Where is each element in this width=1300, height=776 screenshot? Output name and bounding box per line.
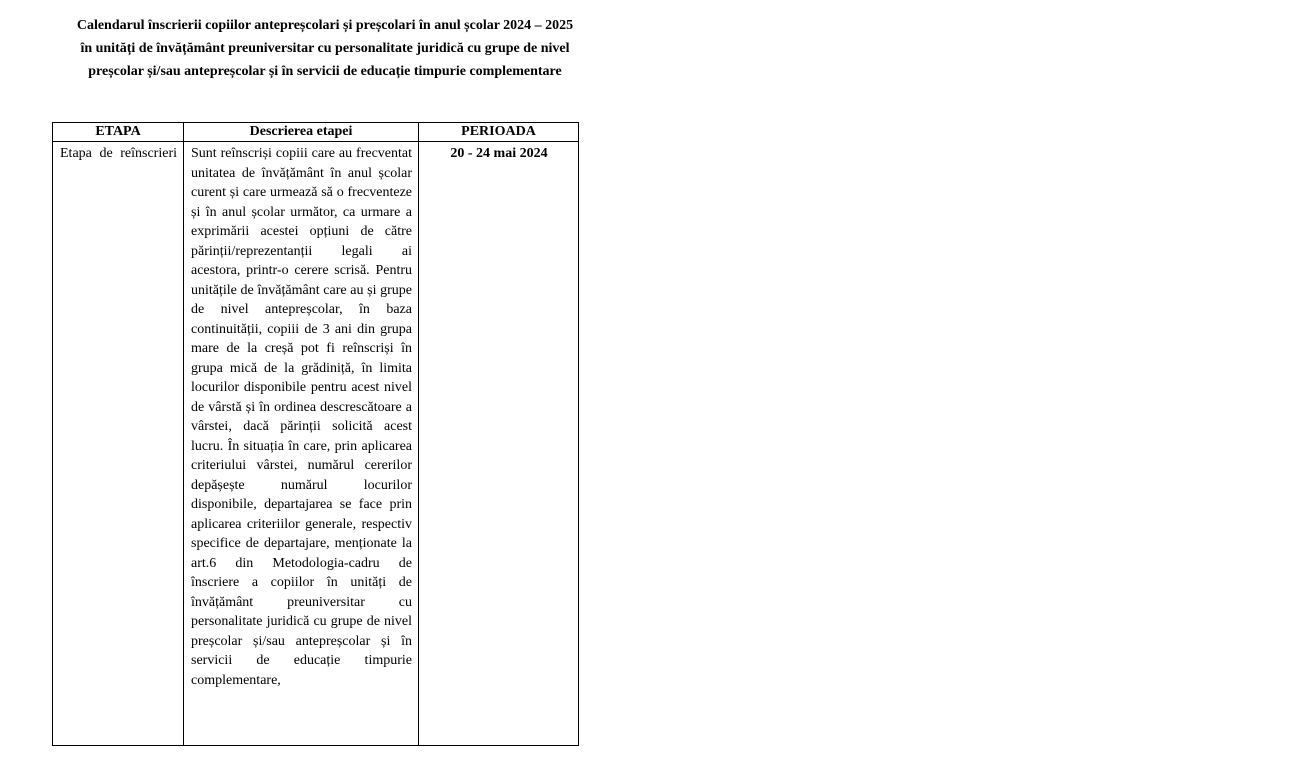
perioada-text: 20 - 24 mai 2024 [450,146,548,161]
etapa-text: Etapa de reînscrieri [60,146,177,161]
header-perioada: PERIOADA [419,123,579,142]
descriere-text: Sunt reînscriși copiii care au frecventat unitatea de învățământ în anul școlar curent și care urmează să o frecventeze și în anul școlar următor, ca urmare a exprimării acestei opțiuni de către părinții/reprezentanții legali ai acestora, printr-o cerere scrisă. Pentru unitățile de învățământ care au și grupe de nivel antepreșcolar, în baza continuității, copiii de 3 ani din grupa mare de la creșă pot fi reînscriși în grupa mică de la grădiniță, în limita locurilor disponibile pentru acest nivel de vârstă și în ordinea descrescătoare a vârstei, dacă părinții solicită acest lucru. În situația în care, prin aplicarea criteriului vârstei, numărul cererilor depășește numărul locurilor disponibile, departajarea se face prin aplicarea criteriilor generale, respectiv specifice de departajare, menționate la art.6 din Metodologia-cadru de înscriere a copiilor în unități de învățământ preuniversitar cu personalitate juridică cu grupe de nivel preșcolar și/sau antepreșcolar și în servicii de educație timpurie complementare, [191,146,412,688]
title-line-2: în unități de învățământ preuniversitar cu personalitate juridică cu grupe de nivel [80,41,570,56]
calendar-table [52,122,579,746]
table-header-row [53,123,579,142]
cell-etapa [53,142,184,746]
table-row [53,142,579,746]
document-title [40,14,610,83]
cell-descriere [184,142,419,746]
header-etapa: ETAPA [53,123,184,142]
title-line-1: Calendarul înscrierii copiilor antepreșcolari și preșcolari în anul școlar 2024 – 2025 [76,18,574,33]
cell-perioada [419,142,579,746]
header-descriere: Descrierea etapei [184,123,419,142]
title-line-3: preșcolar și/sau antepreșcolar și în servicii de educație timpurie complementare [88,64,562,79]
